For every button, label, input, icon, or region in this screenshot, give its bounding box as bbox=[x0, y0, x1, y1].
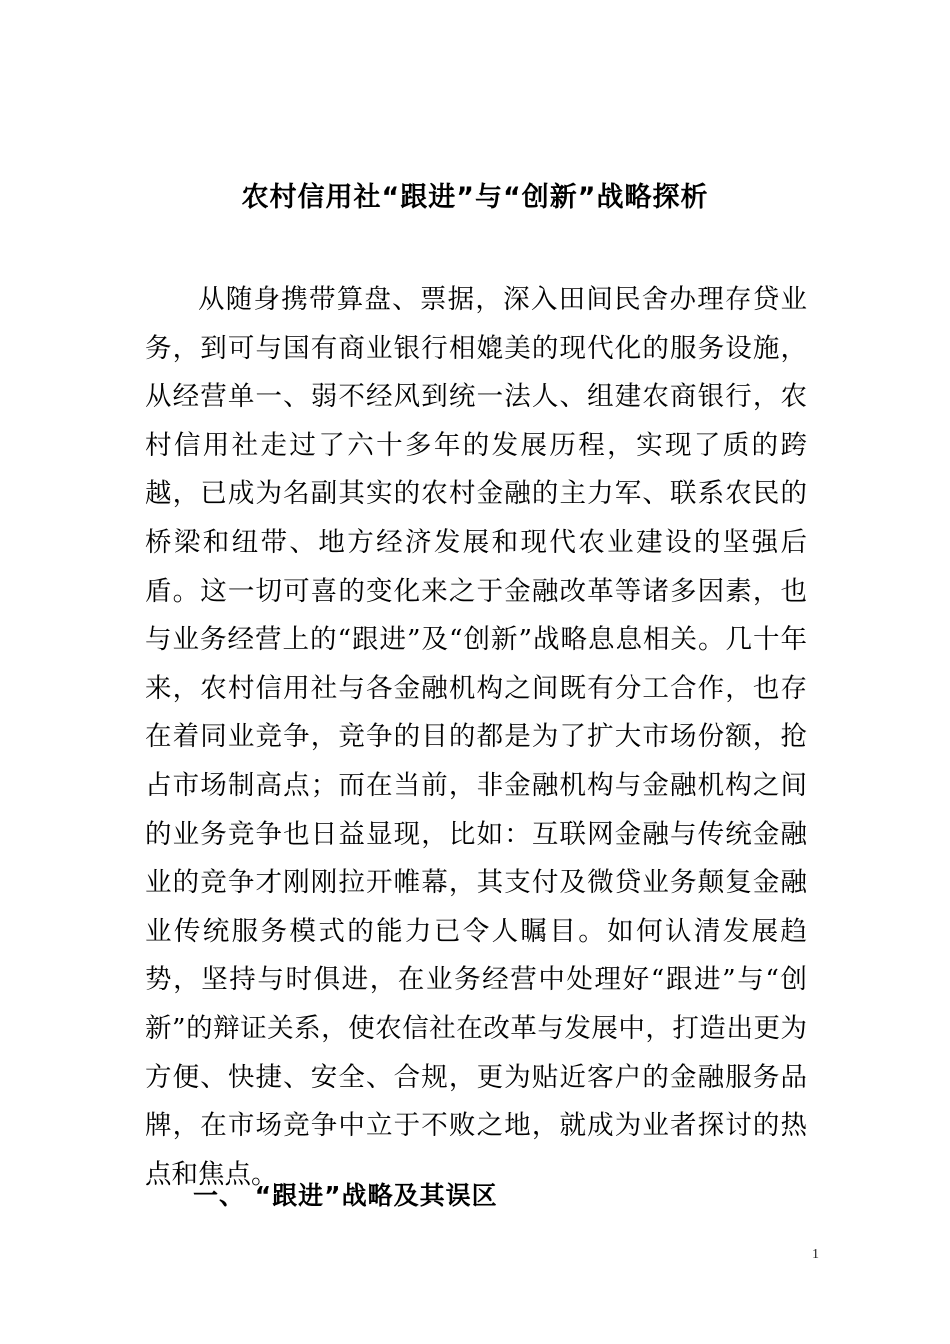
page-number: 1 bbox=[812, 1247, 819, 1262]
section-heading: 一、 “跟进”战略及其误区 bbox=[193, 1181, 498, 1210]
body-paragraph: 从随身携带算盘、票据，深入田间民舍办理存贷业务，到可与国有商业银行相媲美的现代化的服务设施，从经营单一、弱不经风到统一法人、组建农商银行，农村信用社走过了六十多年的发展历程，实现了质的跨越，已成为名副其实的农村金融的主力军、联系农民的桥梁和纽带、地方经济发展和现代农业建设的坚强后盾。这一切可喜的变化来之于金融改革等诸多因素，也与业务经营上的“跟进”及“创新”战略息息相关。几十年来，农村信用社与各金融机构之间既有分工合作，也存在着同业竞争，竞争的目的都是为了扩大市场份额，抢占市场制高点；而在当前，非金融机构与金融机构之间的业务竞争也日益显现，比如：互联网金融与传统金融业的竞争才刚刚拉开帷幕，其支付及微贷业务颠复金融业传统服务模式的能力已令人瞩目。如何认清发展趋势，坚持与时俱进，在业务经营中处理好“跟进”与“创新”的辩证关系，使农信社在改革与发展中，打造出更为方便、快捷、安全、合规，更为贴近客户的金融服务品牌，在市场竞争中立于不败之地，就成为业者探讨的热点和焦点。 bbox=[145, 284, 807, 1190]
document-title: 农村信用社“跟进”与“创新”战略探析 bbox=[241, 182, 709, 213]
